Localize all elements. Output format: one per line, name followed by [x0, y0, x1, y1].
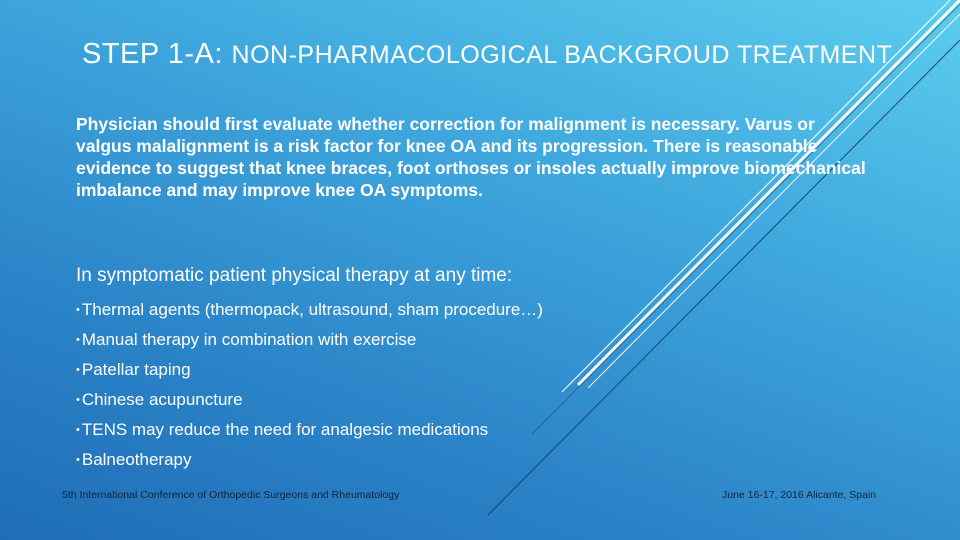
bullet-item	[76, 295, 543, 325]
bullet-text: Balneotherapy	[81, 450, 192, 469]
footer-conference: 5th International Conference of Orthopedic Surgeons and Rheumatology	[62, 489, 400, 501]
bullet-item	[76, 415, 543, 445]
bullet-text: Chinese acupuncture	[81, 390, 243, 409]
bullet-item	[76, 325, 543, 355]
title-topic: NON-PHARMACOLOGICAL BACKGROUD TREATMENT	[231, 41, 893, 69]
slide-title	[82, 34, 902, 75]
therapy-bullet-list	[76, 295, 543, 475]
bullet-dot-icon: •	[76, 334, 80, 346]
bullet-dot-icon: •	[76, 364, 80, 376]
therapy-subheading: In symptomatic patient physical therapy at any time:	[76, 265, 513, 286]
deco-line-dark-1	[488, 40, 960, 515]
bullet-item	[76, 445, 543, 475]
bullet-dot-icon: •	[76, 304, 80, 316]
bullet-dot-icon: •	[76, 454, 80, 466]
intro-paragraph: Physician should first evaluate whether correction for malignment is necessary. Varus or valgus malalignment is a risk factor for knee OA and its progression. There is reasonable evidence to suggest that knee braces, foot orthoses or insoles actually improve biomechanical imbalance and may improve knee OA symptoms.	[76, 114, 866, 200]
bullet-dot-icon: •	[76, 394, 80, 406]
bullet-text: Patellar taping	[81, 360, 191, 379]
bullet-text: Thermal agents (thermopack, ultrasound, sham procedure…)	[81, 300, 543, 319]
bullet-dot-icon: •	[76, 424, 80, 436]
footer-date-location: June 16-17, 2016 Alicante, Spain	[722, 489, 877, 501]
bullet-text: Manual therapy in combination with exercise	[81, 330, 417, 349]
bullet-item	[76, 355, 543, 385]
bullet-text: TENS may reduce the need for analgesic medications	[81, 420, 489, 439]
bullet-item	[76, 385, 543, 415]
title-step: STEP 1-A:	[82, 38, 232, 70]
